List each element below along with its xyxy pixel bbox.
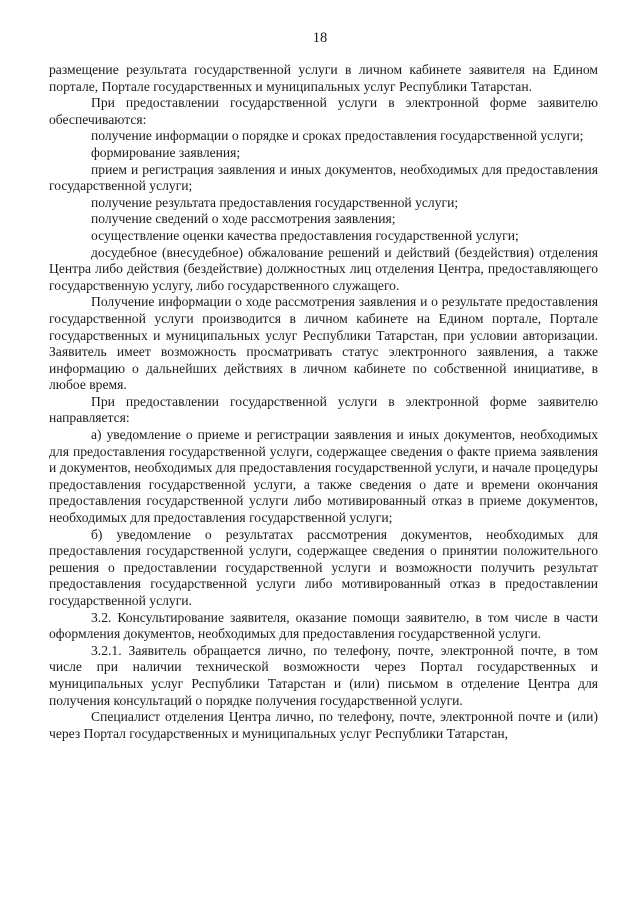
list-item: получение сведений о ходе рассмотрения заявления;: [91, 211, 396, 227]
list-item: досудебное (внесудебное) обжалование решений и действий (бездействия) отделения Центра либо действия (бездействие) должностных лиц отделения Центра, предоставляющего государственную услугу, либо государственного служащего.: [49, 244, 598, 293]
paragraph: При предоставлении государственной услуги в электронной форме заявителю обеспечиваются:: [49, 95, 598, 127]
paragraph: При предоставлении государственной услуги в электронной форме заявителю направляется:: [49, 393, 598, 426]
list-item: формирование заявления;: [91, 144, 241, 160]
page-number: 18: [312, 30, 328, 46]
section-paragraph: 3.2. Консультирование заявителя, оказание помощи заявителю, в том числе в части оформления документов, необходимых для предоставления государственной услуги.: [49, 609, 598, 642]
section-paragraph: 3.2.1. Заявитель обращается лично, по телефону, почте, электронной почте, в том числе при наличии технической возможности через Портал государственных и муниципальных услуг Республики Татарстан и (или) письмом в отделение Центра для получения консультаций о порядке получения государственной услуги.: [49, 642, 598, 708]
list-item: осуществление оценки качества предоставления государственной услуги;: [91, 227, 519, 243]
paragraph: Специалист отделения Центра лично, по телефону, почте, электронной почте и (или) через Портал государственных и муниципальных услуг Республики Татарстан,: [49, 709, 598, 741]
list-item: получение результата предоставления государственной услуги;: [91, 194, 459, 210]
list-item: получение информации о порядке и сроках предоставления государственной услуги;: [91, 128, 584, 144]
body-text: [49, 62, 598, 742]
list-item: прием и регистрация заявления и иных документов, необходимых для предоставления государственной услуги;: [49, 161, 598, 194]
list-item: б) уведомление о результатах рассмотрения документов, необходимых для предоставления государственной услуги, содержащее сведения о принятии положительного решения о предоставлении государственной услуги и возможности получить результат предоставления государственной услуги либо мотивированный отказ в предоставлении государственной услуги.: [49, 526, 598, 608]
paragraph: размещение результата государственной услуги в личном кабинете заявителя на Едином портале, Портале государственных и муниципальных услуг Республики Татарстан.: [49, 62, 598, 94]
list-item: а) уведомление о приеме и регистрации заявления и иных документов, необходимых для предоставления государственной услуги, содержащее сведения о факте приема заявления и документов, необходимых для предоставления государственной услуги, и начале процедуры предоставления государственной услуги, а также сведения о дате и времени окончания предоставления государственной услуги либо мотивированный отказ в приеме документов, необходимых для предоставления государственной услуги;: [49, 427, 598, 526]
paragraph: Получение информации о ходе рассмотрения заявления и о результате предоставления государственной услуги производится в личном кабинете на Едином портале, Портале государственных и муниципальных услуг Республики Татарстан, при условии авторизации. Заявитель имеет возможность просматривать статус электронного заявления, а также информацию о дальнейших действиях в личном кабинете по собственной инициативе, в любое время.: [49, 294, 598, 393]
